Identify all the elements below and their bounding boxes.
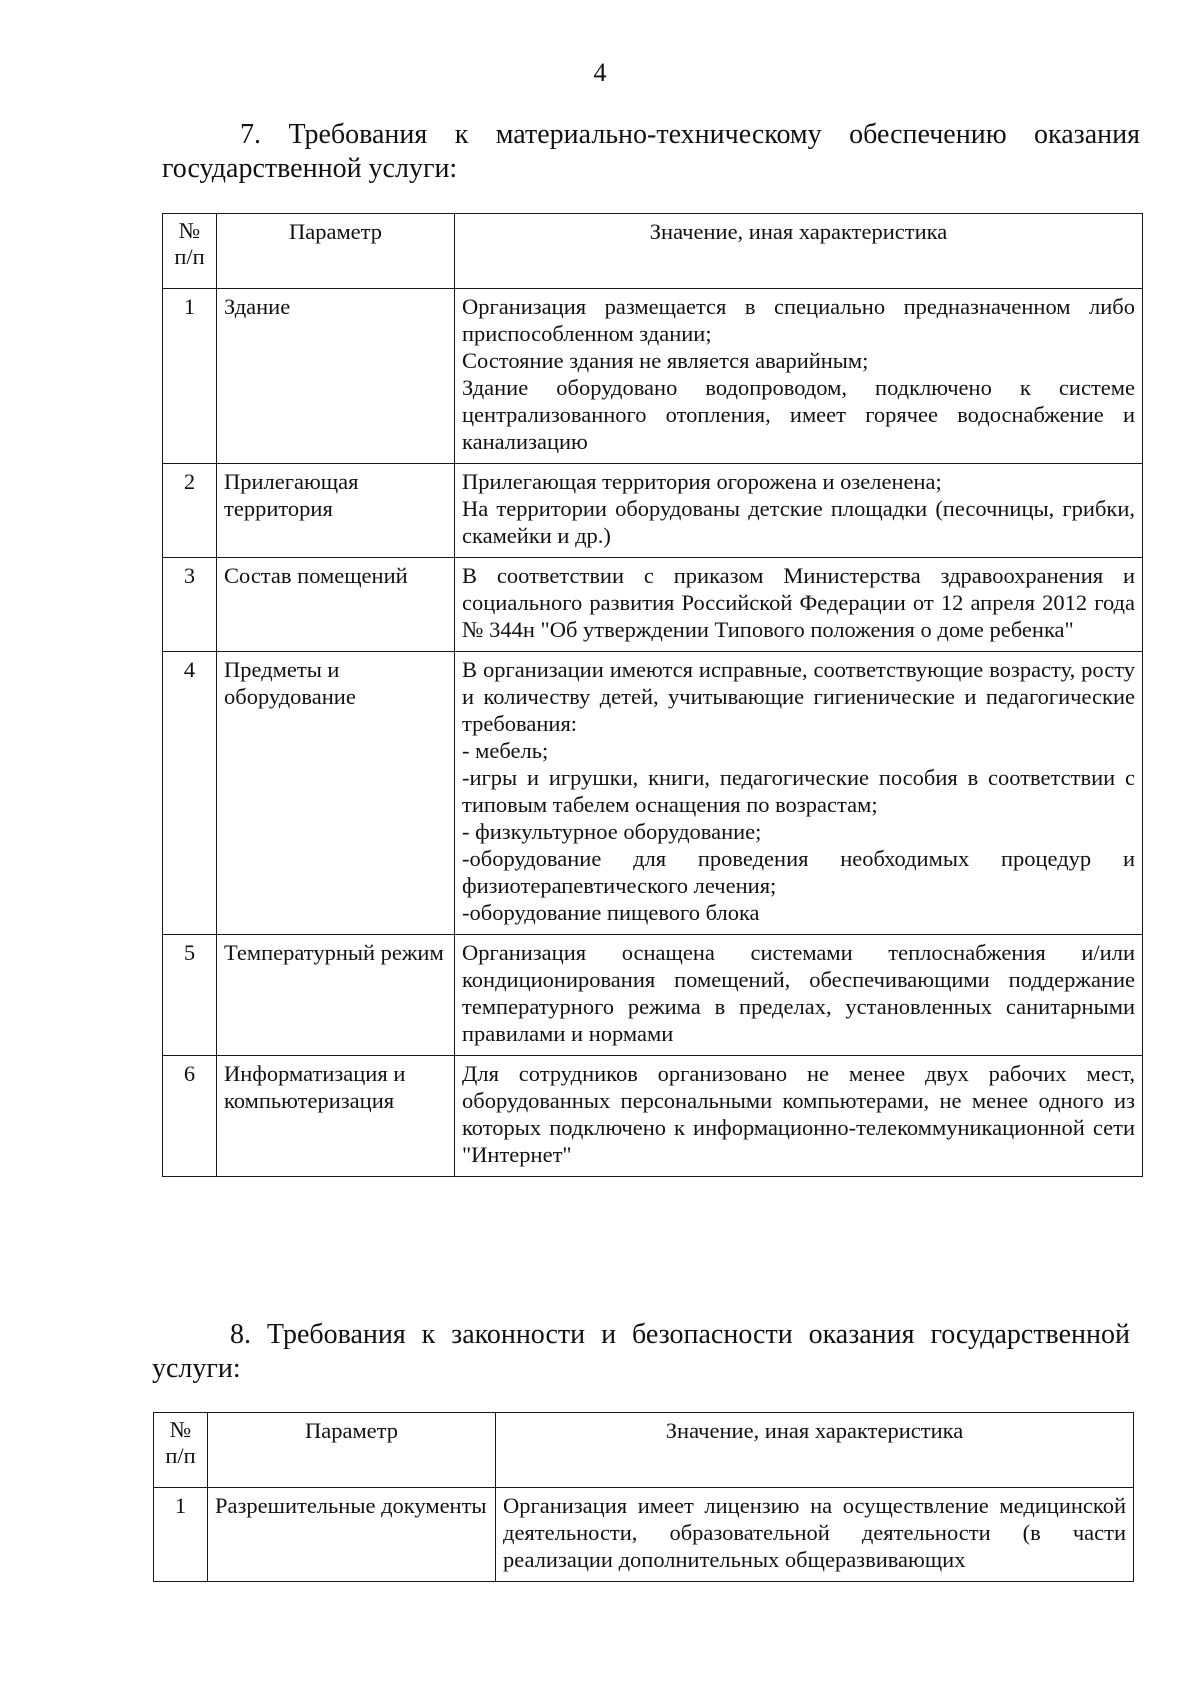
row-number: 5 xyxy=(163,935,217,1056)
row-value xyxy=(455,1056,1143,1177)
table-row xyxy=(163,558,1143,652)
value-line: В соответствии с приказом Министерства здравоохранения и социального развития Российской Федерации от 12 апреля 2012 года № 344н "Об утверждении Типового положения о доме ребенка" xyxy=(462,563,1135,642)
row-parameter: Здание xyxy=(217,289,455,464)
header-parameter: Параметр xyxy=(217,214,455,289)
header-number: № п/п xyxy=(154,1413,208,1488)
row-number: 1 xyxy=(154,1488,208,1582)
header-parameter: Параметр xyxy=(208,1413,496,1488)
table-header-row xyxy=(163,214,1143,289)
row-parameter: Температурный режим xyxy=(217,935,455,1056)
value-line: Прилегающая территория огорожена и озеленена; xyxy=(462,469,942,494)
value-line: В организации имеются исправные, соответствующие возрасту, росту и количеству детей, учитывающие гигиенические и педагогические требования: xyxy=(462,657,1135,736)
table-row xyxy=(154,1488,1134,1582)
row-parameter: Состав помещений xyxy=(217,558,455,652)
value-line: Здание оборудовано водопроводом, подключено к системе централизованного отопления, имеет горячее водоснабжение и канализацию xyxy=(462,375,1135,454)
row-number: 1 xyxy=(163,289,217,464)
table-header-row xyxy=(154,1413,1134,1488)
value-line: Для сотрудников организовано не менее двух рабочих мест, оборудованных персональными компьютерами, не менее одного из которых подключено к информационно-телекоммуникационной сети "Интернет" xyxy=(462,1061,1135,1167)
value-line: Организация имеет лицензию на осуществление медицинской деятельности, образовательной деятельности (в части реализации дополнительных общеразвивающих xyxy=(503,1493,1126,1572)
section-7-heading xyxy=(162,118,1140,186)
value-line: -оборудование для проведения необходимых процедур и физиотерапевтического лечения; xyxy=(462,846,1135,898)
row-value xyxy=(455,652,1143,935)
row-number: 2 xyxy=(163,464,217,558)
row-number: 6 xyxy=(163,1056,217,1177)
row-parameter: Предметы и оборудование xyxy=(217,652,455,935)
section-8-heading xyxy=(152,1318,1130,1386)
table-row xyxy=(163,935,1143,1056)
value-line: - физкультурное оборудование; xyxy=(462,819,762,844)
row-value xyxy=(496,1488,1134,1582)
legality-safety-requirements-table xyxy=(153,1412,1134,1582)
value-line: -оборудование пищевого блока xyxy=(462,900,760,925)
row-number: 4 xyxy=(163,652,217,935)
value-line: -игры и игрушки, книги, педагогические пособия в соответствии с типовым табелем оснащения по возрастам; xyxy=(462,765,1135,817)
table-row xyxy=(163,464,1143,558)
header-value: Значение, иная характеристика xyxy=(455,214,1143,289)
material-technical-requirements-table xyxy=(162,213,1143,1177)
header-value: Значение, иная характеристика xyxy=(496,1413,1134,1488)
row-number: 3 xyxy=(163,558,217,652)
table-row xyxy=(163,652,1143,935)
table-row xyxy=(163,1056,1143,1177)
row-parameter: Прилегающая территория xyxy=(217,464,455,558)
row-parameter: Разрешительные документы xyxy=(208,1488,496,1582)
value-line: На территории оборудованы детские площадки (песочницы, грибки, скамейки и др.) xyxy=(462,496,1135,548)
header-number: № п/п xyxy=(163,214,217,289)
table-row xyxy=(163,289,1143,464)
material-technical-table-body xyxy=(163,289,1143,1177)
section-7-heading-line1: 7. Требования к материально-техническому обеспечению оказания xyxy=(240,119,1140,150)
section-8-heading-line1: 8. Требования к законности и безопасности оказания государственной xyxy=(230,1319,1130,1350)
value-line: Организация размещается в специально предназначенном либо приспособленном здании; xyxy=(462,294,1135,346)
row-value xyxy=(455,558,1143,652)
row-value xyxy=(455,935,1143,1056)
value-line: Состояние здания не является аварийным; xyxy=(462,348,869,373)
row-value xyxy=(455,289,1143,464)
section-8-heading-line2: услуги: xyxy=(152,1353,241,1384)
row-value xyxy=(455,464,1143,558)
legality-safety-table-body xyxy=(154,1488,1134,1582)
value-line: Организация оснащена системами теплоснабжения и/или кондиционирования помещений, обеспечивающими поддержание температурного режима в пределах, установленных санитарными правилами и нормами xyxy=(462,940,1135,1046)
row-parameter: Информатизация и компьютеризация xyxy=(217,1056,455,1177)
value-line: - мебель; xyxy=(462,738,549,763)
page-number: 4 xyxy=(593,58,607,87)
section-7-heading-line2: государственной услуги: xyxy=(162,153,458,184)
